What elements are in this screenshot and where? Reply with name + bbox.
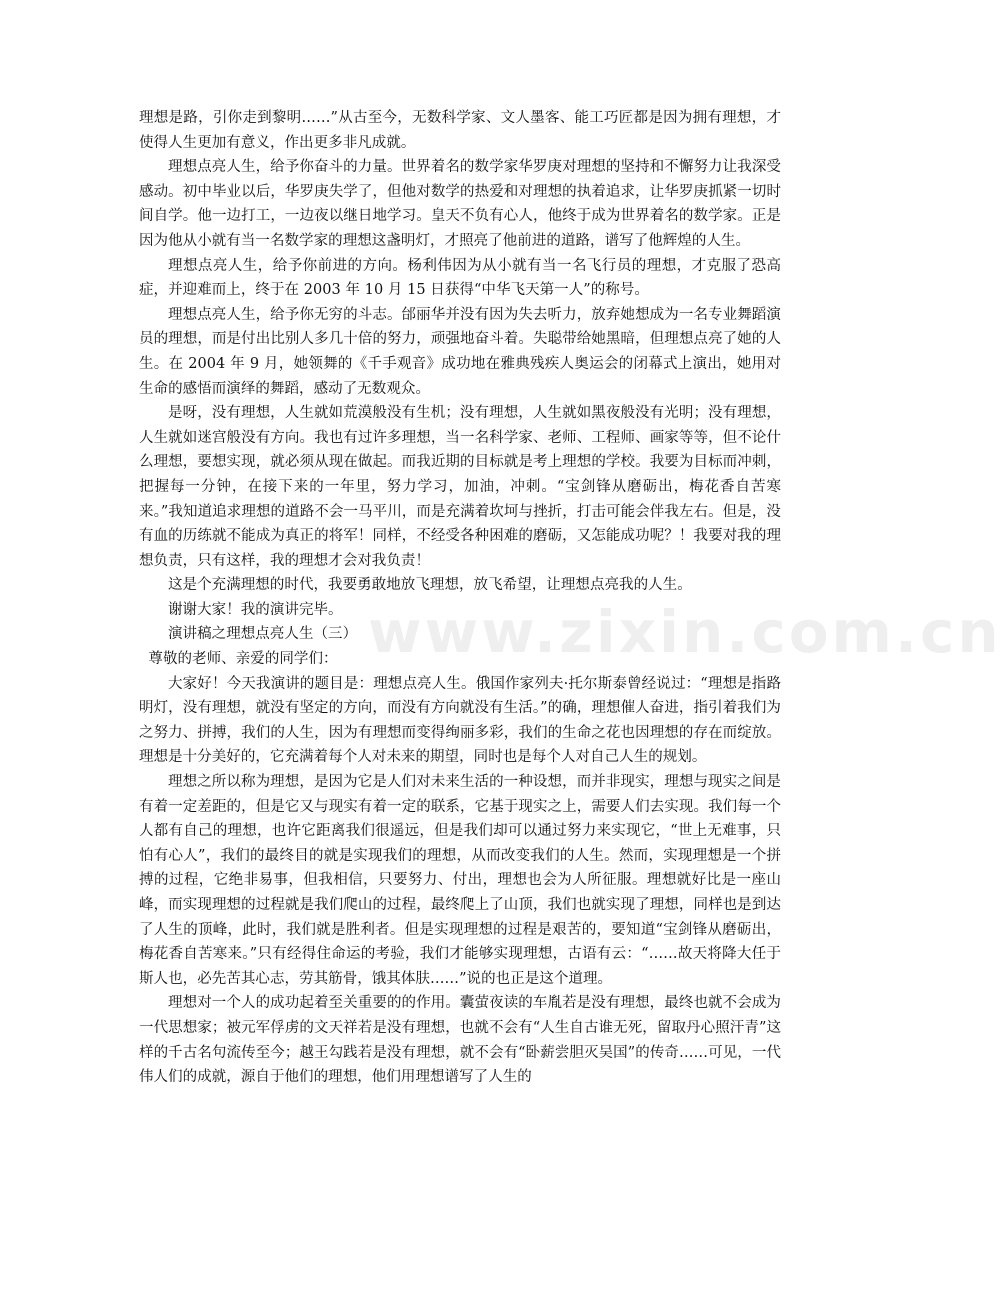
paragraph-3: 理想点亮人生，给予你前进的方向。杨利伟因为从小就有当一名飞行员的理想，才克服了恐高症，并迎难而上，终于在 2003 年 10 月 15 日获得“中华飞天第一人”的称号。	[139, 257, 781, 299]
paragraph-12: 理想对一个人的成功起着至关重要的的作用。囊萤夜读的车胤若是没有理想，最终也就不会成为一代思想家；被元军俘虏的文天祥若是没有理想，也就不会有“人生自古谁无死，留取丹心照汗青”这样的千古名句流传至今；越王勾践若是没有理想，就不会有“卧薪尝胆灭吴国”的传奇……可见，一代伟人们的成就，源自于他们的理想，他们用理想谱写了人生的	[139, 995, 781, 1086]
paragraph-11: 理想之所以称为理想，是因为它是人们对未来生活的一种设想，而并非现实，理想与现实之间是有着一定差距的，但是它又与现实有着一定的联系，它基于现实之上，需要人们去实现。我们每一个人都有自己的理想，也许它距离我们很遥远，但是我们却可以通过努力来实现它，“世上无难事，只怕有心人”，我们的最终目的就是实现我们的理想，从而改变我们的人生。然而，实现理想是一个拼搏的过程，它绝非易事，但我相信，只要努力、付出，理想也会为人所征服。理想就好比是一座山峰，而实现理想的过程就是我们爬山的过程，最终爬上了山顶，我们也就实现了理想，同样也是到达了人生的顶峰，此时，我们就是胜利者。但是实现理想的过程是艰苦的，要知道“宝剑锋从磨砺出，梅花香自苦寒来。”只有经得住命运的考验，我们才能够实现理想，古语有云：“……故天将降大任于斯人也，必先苦其心志，劳其筋骨，饿其体肤……”说的也正是这个道理。	[139, 774, 781, 987]
paragraph-5: 是呀，没有理想，人生就如荒漠般没有生机；没有理想，人生就如黑夜般没有光明；没有理想，人生就如迷宫般没有方向。我也有过许多理想，当一名科学家、老师、工程师、画家等等，但不论什么理想，要想实现，就必须从现在做起。而我近期的目标就是考上理想的学校。我要为目标而冲刺，把握每一分钟，在接下来的一年里，努力学习，加油，冲刺。“宝剑锋从磨砺出，梅花香自苦寒来。”我知道追求理想的道路不会一马平川，而是充满着坎坷与挫折，打击可能会伴我左右。但是，没有血的历练就不能成为真正的将军！同样，不经受各种困难的磨砺，又怎能成功呢？！我要对我的理想负责，只有这样，我的理想才会对我负责！	[139, 405, 781, 569]
paragraph-2: 理想点亮人生，给予你奋斗的力量。世界着名的数学家华罗庚对理想的坚持和不懈努力让我深受感动。初中毕业以后，华罗庚失学了，但他对数学的热爱和对理想的执着追求，让华罗庚抓紧一切时间自学。他一边打工，一边夜以继日地学习。皇天不负有心人，他终于成为世界着名的数学家。正是因为他从小就有当一名数学家的理想这盏明灯，才照亮了他前进的道路，谱写了他辉煌的人生。	[139, 159, 781, 249]
watermark: www.zixin.com.cn	[368, 598, 1002, 666]
greeting-line: 尊敬的老师、亲爱的同学们：	[148, 651, 338, 668]
paragraph-10: 大家好！今天我演讲的题目是：理想点亮人生。俄国作家列夫·托尔斯泰曾经说过：“理想是指路明灯，没有理想，就没有坚定的方向，而没有方向就没有生活。”的确，理想催人奋进，指引着我们为之努力、拼搏，我们的人生，因为有理想而变得绚丽多彩，我们的生命之花也因理想的存在而绽放。理想是十分美好的，它充满着每个人对未来的期望，同时也是每个人对自己人生的规划。	[139, 675, 781, 766]
paragraph-4: 理想点亮人生，给予你无穷的斗志。邰丽华并没有因为失去听力，放弃她想成为一名专业舞蹈演员的理想，而是付出比别人多几十倍的努力，顽强地奋斗着。失聪带给她黑暗，但理想点亮了她的人生。在 2004 年 9 月，她领舞的《千手观音》成功地在雅典残疾人奥运会的闭幕式上演出，她用对生命的感悟而演绎的舞蹈，感动了无数观众。	[139, 306, 781, 397]
paragraph-6: 这是个充满理想的时代，我要勇敢地放飞理想，放飞希望，让理想点亮我的人生。	[168, 577, 692, 594]
paragraph-7: 谢谢大家！我的演讲完毕。	[168, 601, 343, 618]
document-body	[139, 106, 781, 1090]
paragraph-1: 理想是路，引你走到黎明……”从古至今，无数科学家、文人墨客、能工巧匠都是因为拥有理想，才使得人生更加有意义，作出更多非凡成就。	[139, 110, 781, 151]
section-heading: 演讲稿之理想点亮人生（三）	[168, 626, 358, 643]
